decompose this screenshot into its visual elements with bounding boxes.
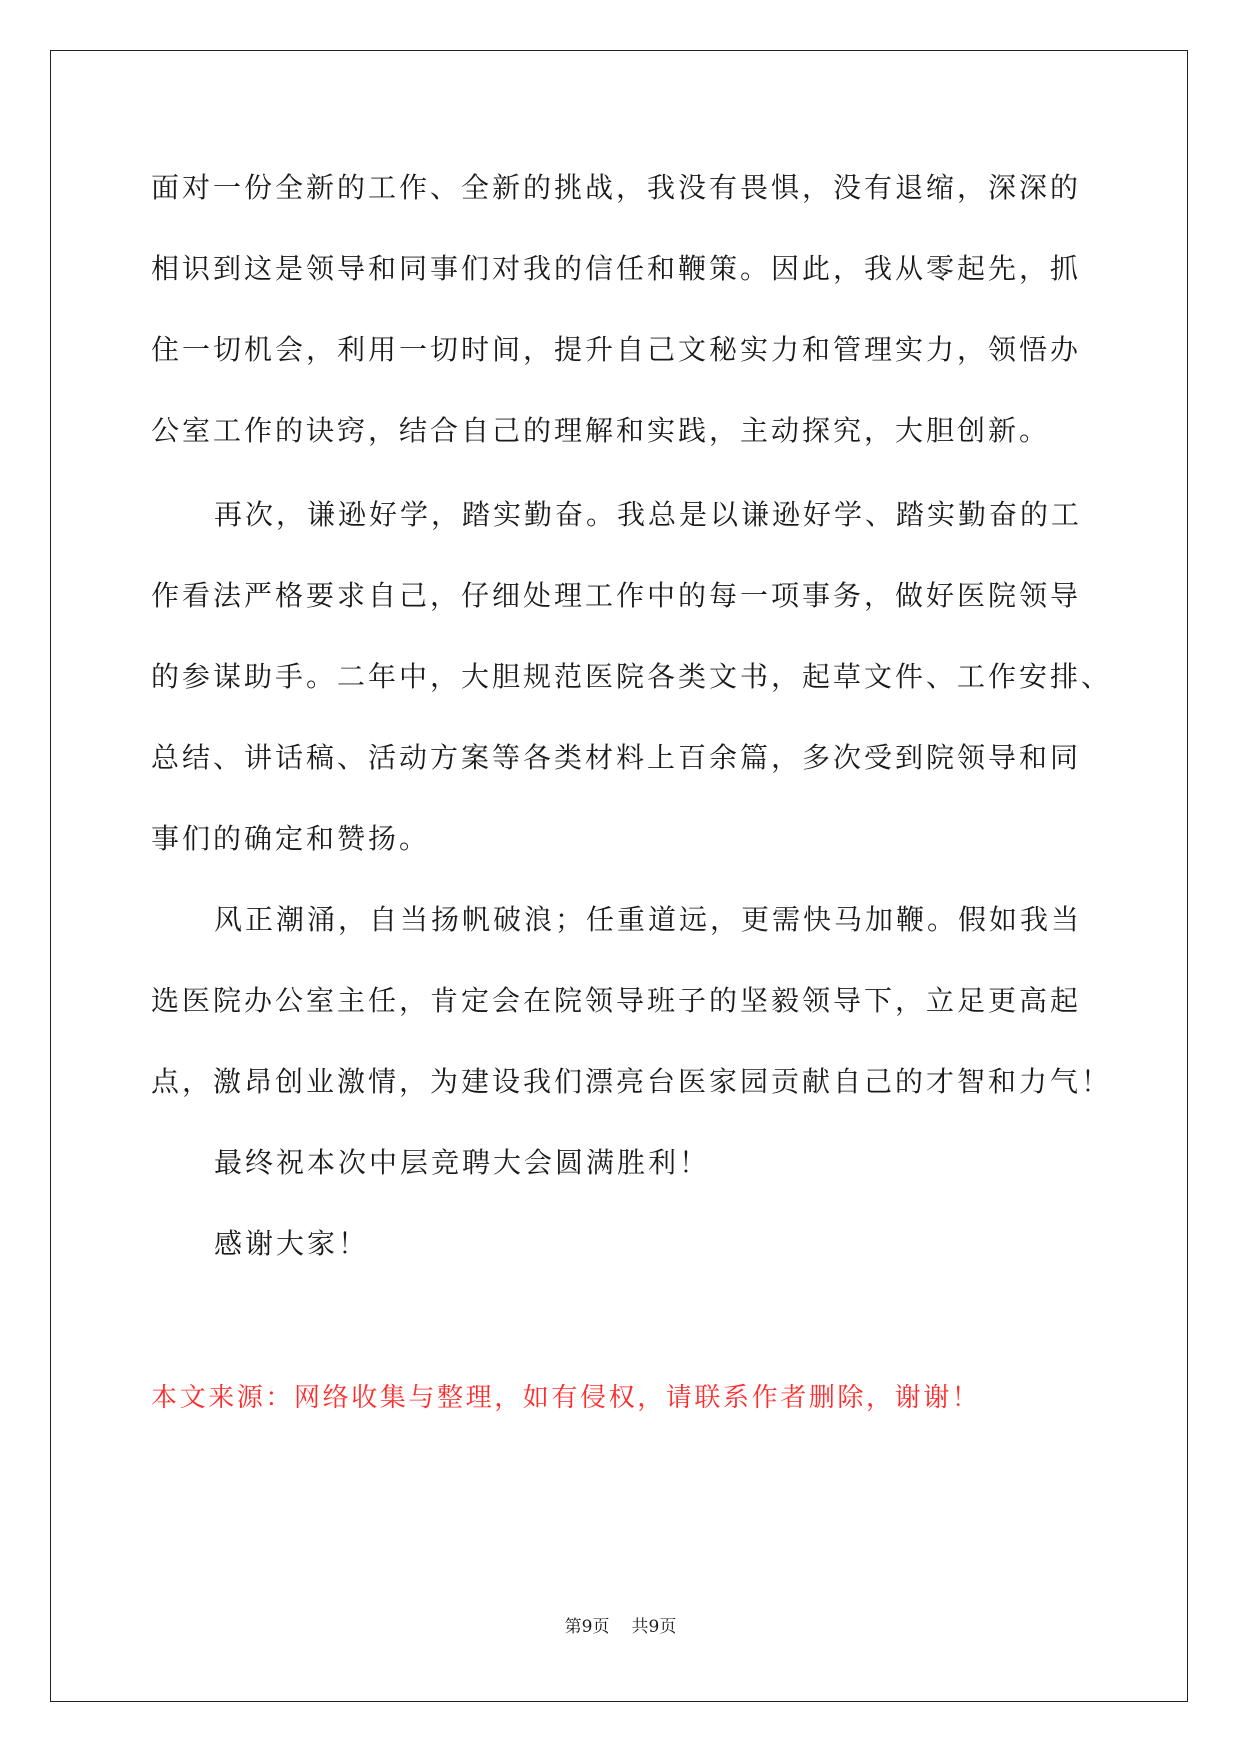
body-line-5: 再次，谦逊好学，踏实勤奋。我总是以谦逊好学、踏实勤奋的工 — [214, 498, 1083, 531]
body-line-2: 相识到这是领导和同事们对我的信任和鞭策。因此，我从零起先，抓 — [151, 252, 1082, 285]
source-note: 本文来源：网络收集与整理，如有侵权，请联系作者删除，谢谢！ — [151, 1383, 981, 1413]
body-line-6: 作看法严格要求自己，仔细处理工作中的每一项事务，做好医院领导 — [151, 579, 1082, 612]
body-line-8: 总结、讲话稿、活动方案等各类材料上百余篇，多次受到院领导和同 — [151, 741, 1082, 774]
body-line-14: 感谢大家！ — [214, 1227, 370, 1260]
page-number-total: 共9页 — [631, 1617, 677, 1637]
body-line-13: 最终祝本次中层竞聘大会圆满胜利！ — [214, 1146, 711, 1179]
body-line-9: 事们的确定和赞扬。 — [151, 822, 431, 855]
body-line-7: 的参谋助手。二年中，大胆规范医院各类文书，起草文件、工作安排、 — [151, 660, 1113, 693]
page-number-current: 第9页 — [564, 1617, 610, 1637]
body-line-10: 风正潮涌，自当扬帆破浪；任重道远，更需快马加鞭。假如我当 — [214, 903, 1083, 936]
body-line-11: 选医院办公室主任，肯定会在院领导班子的坚毅领导下，立足更高起 — [151, 984, 1082, 1017]
body-line-4: 公室工作的诀窍，结合自己的理解和实践，主动探究，大胆创新。 — [151, 414, 1051, 447]
body-line-3: 住一切机会，利用一切时间，提升自己文秘实力和管理实力，领悟办 — [151, 333, 1082, 366]
body-line-1: 面对一份全新的工作、全新的挑战，我没有畏惧，没有退缩，深深的 — [151, 171, 1082, 204]
page-border — [50, 50, 1188, 1702]
body-line-12: 点，激昂创业激情，为建设我们漂亮台医家园贡献自己的才智和力气！ — [151, 1065, 1113, 1098]
page-footer — [0, 1612, 1241, 1637]
